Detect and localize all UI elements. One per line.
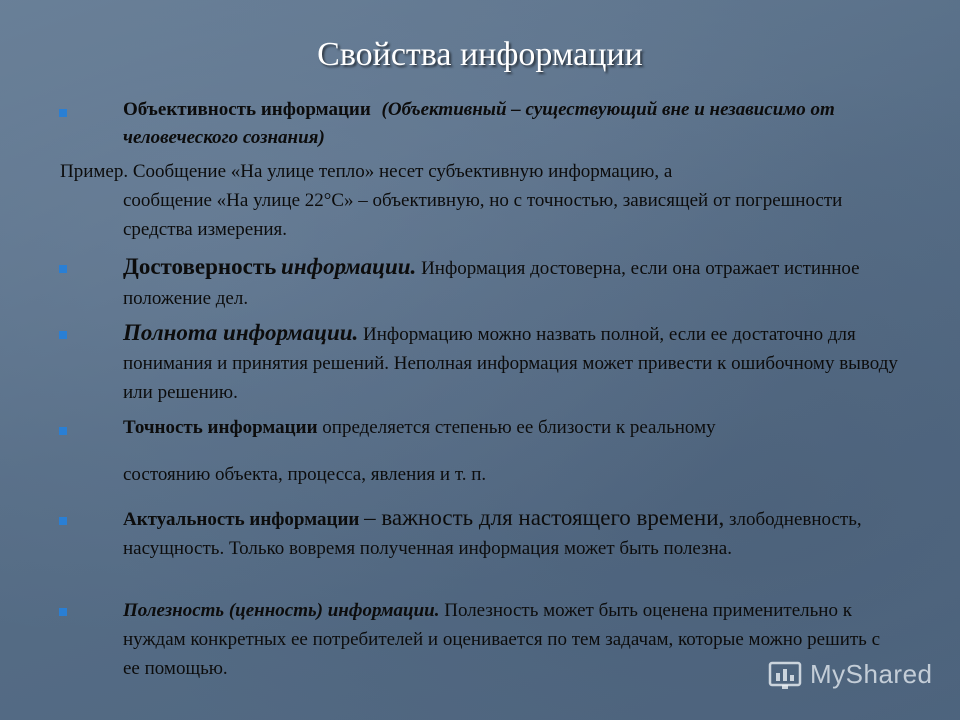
bullet-icon <box>59 427 67 435</box>
item-objectivity <box>123 96 900 152</box>
myshared-logo-icon <box>768 657 802 691</box>
item-term: Полезность (ценность) информации. <box>123 600 440 621</box>
item-text-line1: определяется степенью ее близости к реальному <box>322 417 716 438</box>
item-text: Информация достоверна, если она отражает истинное положение дел. <box>123 258 860 309</box>
example-paragraph <box>60 157 905 244</box>
watermark-brand: MyShared <box>810 658 933 689</box>
item-term: Актуальность информации <box>123 509 360 530</box>
watermark <box>768 654 933 694</box>
bullet-icon <box>59 608 67 616</box>
item-relevance <box>123 503 900 563</box>
item-completeness <box>123 318 900 407</box>
item-term: Полнота информации. <box>123 320 359 345</box>
example-rest: сообщение «На улице 22°С» – объективную, но с точностью, зависящей от погрешности средства измерения. <box>123 190 843 240</box>
item-term: Объективность информации <box>123 99 371 120</box>
item-text: злободневность, насущность. Только вовремя полученная информация может быть полезна. <box>123 509 862 559</box>
item-text: Полезность может быть оценена применительно к нуждам конкретных ее потребителей и оценивается по тем задачам, которые можно решить с ее помощью. <box>123 600 881 679</box>
slide-title: Свойства информации <box>317 36 643 73</box>
bullet-icon <box>59 265 67 273</box>
example-first-line: Пример. Сообщение «На улице тепло» несет субъективную информацию, а <box>60 161 673 182</box>
item-text: Информацию можно назвать полной, если ее достаточно для понимания и принятия решений. Неполная информация может привести к ошибочному выводу или решению. <box>123 324 898 403</box>
bullet-icon <box>59 109 67 117</box>
bullet-icon <box>59 331 67 339</box>
bullet-icon <box>59 517 67 525</box>
item-accuracy <box>123 414 900 442</box>
item-term: Достоверность <box>123 254 277 279</box>
item-accuracy-continuation: состоянию объекта, процесса, явления и т. п. <box>123 464 487 485</box>
item-text-big: – важность для настоящего времени, <box>364 505 725 530</box>
item-note: (Объективный – существующий вне и независимо от человеческого сознания) <box>123 99 835 148</box>
item-term: Точность информации <box>123 417 318 438</box>
item-term-suffix: информации. <box>281 254 417 279</box>
item-reliability <box>123 252 900 314</box>
